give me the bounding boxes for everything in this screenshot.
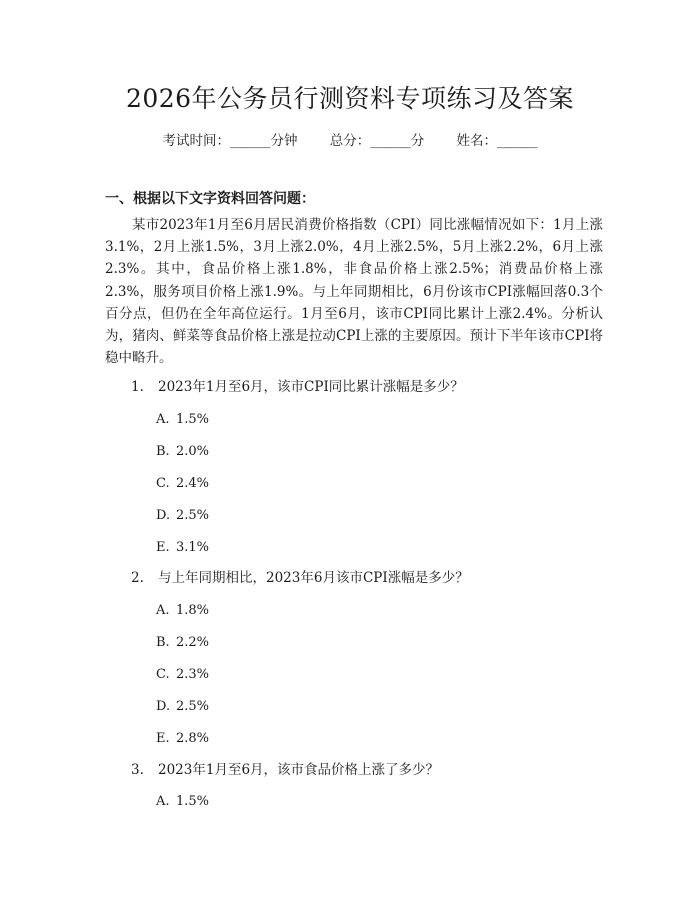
question-text: 与上年同期相比，2023年6月该市CPI涨幅是多少？ — [158, 570, 469, 586]
option-1d — [156, 506, 209, 526]
name-field: 姓名：______ — [456, 133, 538, 149]
option-text: 2.4% — [176, 476, 210, 491]
option-letter: E. — [156, 540, 170, 555]
option-letter: A. — [156, 412, 170, 427]
question-text: 2023年1月至6月，该市食品价格上涨了多少？ — [158, 762, 440, 778]
page-title: 2026年公务员行测资料专项练习及答案 — [125, 84, 575, 113]
option-text: 2.0% — [176, 444, 210, 459]
option-letter: C. — [156, 476, 170, 491]
section-heading: 一、根据以下文字资料回答问题： — [105, 191, 315, 207]
option-letter: D. — [156, 508, 171, 523]
option-2c — [156, 665, 209, 685]
option-text: 1.5% — [176, 794, 210, 809]
option-letter: B. — [156, 635, 170, 650]
reading-passage: 某市2023年1月至6月居民消费价格指数（CPI）同比涨幅情况如下：1月上涨3.1%，2月上涨1.5%，3月上涨2.0%，4月上涨2.5%，5月上涨2.2%，6月上涨2.3%。其中，食品价格上涨1.8%，非食品价格上涨2.5%；消费品价格上涨2.3%，服务项目价格上涨1.9%。与上年同期相比，6月份该市CPI涨幅回落0.3个百分点，但仍在全年高位运行。1月至6月，该市CPI同比累计上涨2.4%。分析认为，猪肉、鲜菜等食品价格上涨是拉动CPI上涨的主要原因。预计下半年该市CPI将稳中略升。 — [105, 217, 603, 367]
option-text: 2.8% — [176, 731, 210, 746]
exam-time-field: 考试时间：______分钟 — [162, 133, 298, 149]
question-2 — [131, 568, 469, 588]
option-text: 3.1% — [176, 540, 210, 555]
option-3a — [156, 792, 209, 812]
option-text: 2.5% — [176, 508, 210, 523]
option-2b — [156, 633, 209, 653]
option-text: 2.2% — [176, 635, 210, 650]
question-number: 2. — [131, 570, 144, 586]
question-text: 2023年1月至6月，该市CPI同比累计涨幅是多少？ — [158, 379, 464, 395]
question-number: 1. — [131, 379, 144, 395]
option-text: 2.5% — [176, 699, 210, 714]
option-1a — [156, 410, 209, 430]
total-score-field: 总分：______分 — [329, 133, 425, 149]
option-1e — [156, 538, 209, 558]
option-letter: B. — [156, 444, 170, 459]
option-text: 1.8% — [176, 603, 210, 618]
question-3 — [131, 760, 439, 780]
option-2e — [156, 729, 209, 749]
option-1b — [156, 442, 209, 462]
option-2a — [156, 601, 209, 621]
option-1c — [156, 474, 209, 494]
option-letter: A. — [156, 794, 170, 809]
option-letter: C. — [156, 667, 170, 682]
option-2d — [156, 697, 209, 717]
option-letter: E. — [156, 731, 170, 746]
question-1 — [131, 377, 464, 397]
exam-meta-line — [0, 131, 700, 151]
option-letter: D. — [156, 699, 171, 714]
option-text: 1.5% — [176, 412, 210, 427]
option-letter: A. — [156, 603, 170, 618]
option-text: 2.3% — [176, 667, 210, 682]
question-number: 3. — [131, 762, 144, 778]
